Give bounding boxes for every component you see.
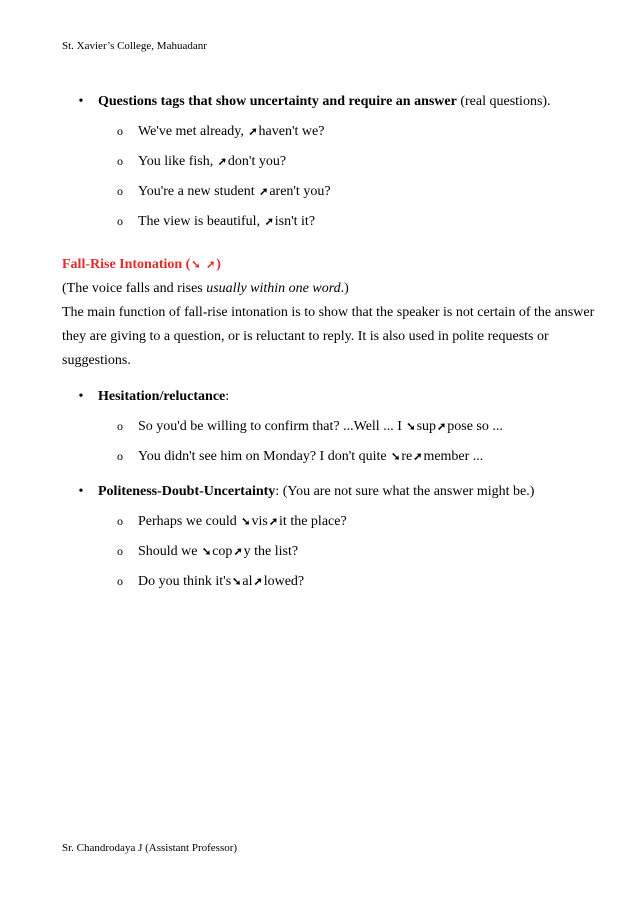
bullet-heading-note: : (You are not sure what the answer might be.) (275, 484, 535, 499)
fall-arrow-icon: ➘ (191, 259, 201, 271)
sub-bullet-icon: o (117, 419, 123, 433)
example-text: Do you think it's (138, 574, 232, 589)
example-syllable: re (401, 449, 413, 464)
list-item (62, 122, 602, 141)
example-text: The view is beautiful, (138, 214, 264, 229)
rise-arrow-icon: ➚ (217, 156, 227, 168)
list-item (62, 152, 602, 171)
bullet-heading-note: (real questions). (456, 94, 551, 109)
fall-rise-description (62, 277, 602, 373)
example-tag: don't you? (227, 154, 287, 169)
fall-arrow-icon: ➘ (232, 576, 242, 588)
example-syllable: cop (212, 544, 233, 559)
sub-bullet-icon: o (117, 574, 123, 588)
note-end: .) (340, 281, 349, 296)
page-header: St. Xavier’s College, Mahuadanr (62, 40, 207, 52)
politeness-examples (62, 512, 602, 591)
example-text: You didn't see him on Monday? I don't quite (138, 449, 391, 464)
sub-bullet-icon: o (117, 514, 123, 528)
page-footer: Sr. Chandrodaya J (Assistant Professor) (62, 842, 238, 854)
bullet-heading: Questions tags that show uncertainty and require an answer (98, 94, 457, 109)
rise-arrow-icon: ➚ (248, 126, 258, 138)
sub-bullet-icon: o (117, 154, 123, 168)
example-rest: y the list? (243, 544, 299, 559)
list-item (62, 542, 602, 561)
bullet-heading: Hesitation/reluctance (98, 389, 226, 404)
fall-arrow-icon: ➘ (406, 421, 416, 433)
list-item-politeness (62, 482, 602, 501)
paragraph-line: suggestions. (62, 353, 131, 368)
example-tag: haven't we? (258, 124, 325, 139)
bullet-heading: Politeness-Doubt-Uncertainty (98, 484, 276, 499)
example-rest: member ... (423, 449, 484, 464)
rise-arrow-icon: ➚ (264, 216, 274, 228)
rise-arrow-icon: ➚ (437, 421, 447, 433)
example-text: Should we (138, 544, 201, 559)
example-syllable: al (242, 574, 253, 589)
example-rest: lowed? (263, 574, 305, 589)
list-item (62, 512, 602, 531)
bullet-icon: • (78, 94, 84, 109)
rise-arrow-icon: ➚ (206, 259, 216, 271)
bullet-colon: : (225, 389, 230, 404)
list-item (62, 182, 602, 201)
section-title-text: Fall-Rise Intonation ( (62, 257, 191, 272)
example-syllable: vis (251, 514, 268, 529)
example-rest: pose so ... (447, 419, 503, 434)
list-item (62, 212, 602, 231)
sub-bullet-icon: o (117, 184, 123, 198)
bullet-icon: • (78, 484, 84, 499)
rise-arrow-icon: ➚ (253, 576, 263, 588)
sub-bullet-icon: o (117, 544, 123, 558)
list-item-hesitation (62, 387, 602, 406)
sub-bullet-icon: o (117, 124, 123, 138)
example-text: We've met already, (138, 124, 248, 139)
note-italic: usually within one word (206, 281, 341, 296)
sub-bullet-icon: o (117, 449, 123, 463)
list-item-question-tags (62, 92, 602, 111)
fall-arrow-icon: ➘ (241, 516, 251, 528)
example-tag: aren't you? (269, 184, 331, 199)
fall-arrow-icon: ➘ (391, 451, 401, 463)
list-item (62, 417, 602, 436)
paragraph-line: they are giving to a question, or is reluctant to reply. It is also used in polite requests or (62, 329, 549, 344)
rise-arrow-icon: ➚ (268, 516, 279, 528)
note-line (62, 277, 602, 301)
example-tag: isn't it? (274, 214, 316, 229)
note-text: (The voice falls and rises (62, 281, 207, 296)
example-text: So you'd be willing to confirm that? ...Well ... I (138, 419, 406, 434)
paragraph-line: The main function of fall-rise intonation is to show that the speaker is not certain of the answer (62, 305, 595, 320)
rise-arrow-icon: ➚ (413, 451, 423, 463)
hesitation-examples (62, 417, 602, 466)
example-text: Perhaps we could (138, 514, 241, 529)
question-tag-examples (62, 122, 602, 231)
example-text: You're a new student (138, 184, 259, 199)
section-title (62, 255, 602, 274)
bullet-icon: • (78, 389, 84, 404)
example-text: You like fish, (138, 154, 217, 169)
sub-bullet-icon: o (117, 214, 123, 228)
rise-arrow-icon: ➚ (233, 546, 243, 558)
section-title-end: ) (216, 257, 221, 272)
example-rest: it the place? (279, 514, 347, 529)
fall-arrow-icon: ➘ (202, 546, 212, 558)
example-syllable: sup (416, 419, 437, 434)
rise-arrow-icon: ➚ (259, 186, 269, 198)
page-content (62, 92, 602, 591)
list-item (62, 572, 602, 591)
list-item (62, 447, 602, 466)
